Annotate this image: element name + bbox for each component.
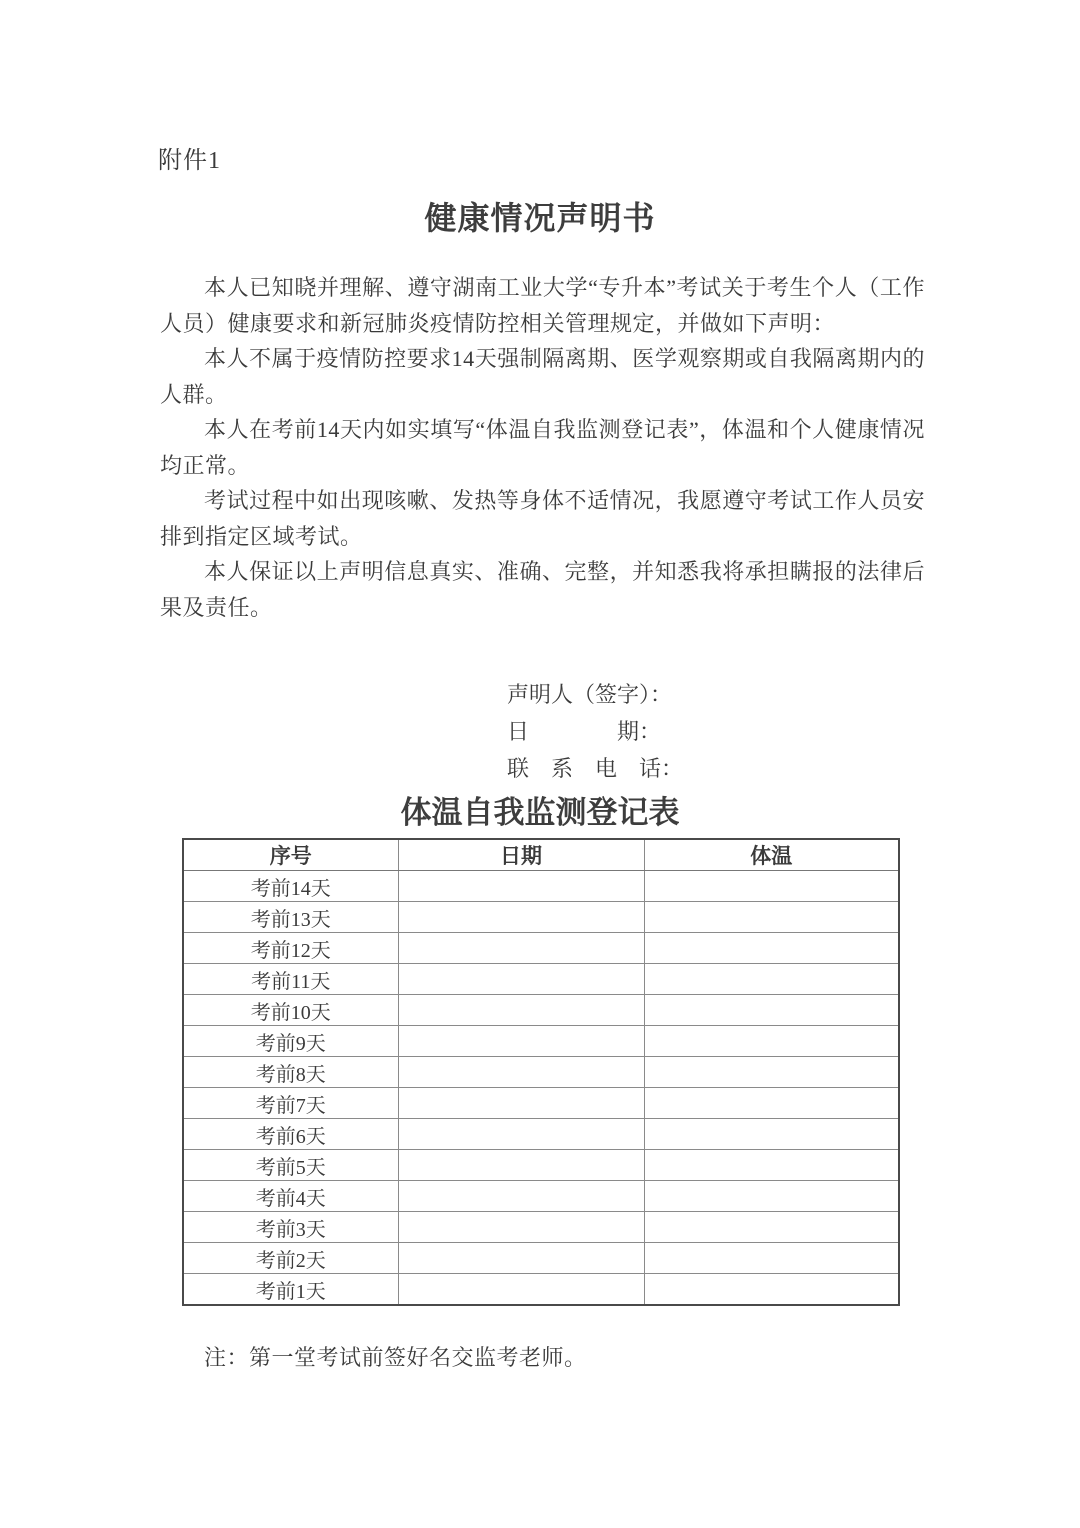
paragraph-temperature-log: 本人在考前14天内如实填写“体温自我监测登记表”，体温和个人健康情况均正常。 [160,417,925,478]
temperature-cell [644,902,899,933]
row-label: 考前1天 [183,1274,398,1306]
date-cell [398,1088,644,1119]
row-label: 考前3天 [183,1212,398,1243]
signature-block [507,676,683,787]
table-row [183,933,899,964]
temperature-cell [644,871,899,902]
row-label: 考前10天 [183,995,398,1026]
temperature-cell [644,1026,899,1057]
table-row [183,1274,899,1306]
table-row [183,964,899,995]
attachment-label: 附件1 [158,148,221,174]
header-temperature: 体温 [644,839,899,871]
temperature-cell [644,995,899,1026]
declaration-body [160,270,925,625]
temperature-cell [644,1181,899,1212]
date-cell [398,964,644,995]
date-cell [398,933,644,964]
temperature-cell [644,1150,899,1181]
row-label: 考前12天 [183,933,398,964]
table-row [183,902,899,933]
monitor-table-body [183,871,899,1306]
temperature-monitor-table [182,838,900,1306]
date-cell [398,995,644,1026]
date-cell [398,1026,644,1057]
date-cell [398,902,644,933]
note-text: 注：第一堂考试前签好名交监考老师。 [204,1345,587,1370]
table-row [183,1181,899,1212]
date-cell [398,1181,644,1212]
row-label: 考前8天 [183,1057,398,1088]
row-label: 考前6天 [183,1119,398,1150]
header-sequence: 序号 [183,839,398,871]
table-row [183,1088,899,1119]
date-cell [398,1057,644,1088]
paragraph-symptoms: 考试过程中如出现咳嗽、发热等身体不适情况，我愿遵守考试工作人员安排到指定区域考试。 [160,488,925,549]
temperature-cell [644,964,899,995]
date-label: 日 期： [507,719,662,744]
paragraph-quarantine: 本人不属于疫情防控要求14天强制隔离期、医学观察期或自我隔离期内的人群。 [160,346,925,407]
temperature-cell [644,1243,899,1274]
signer-label: 声明人（签字）： [507,682,673,707]
table-row [183,1212,899,1243]
temperature-cell [644,1088,899,1119]
temperature-cell [644,1119,899,1150]
temperature-cell [644,1057,899,1088]
row-label: 考前2天 [183,1243,398,1274]
row-label: 考前4天 [183,1181,398,1212]
temperature-cell [644,1274,899,1306]
table-row [183,1119,899,1150]
table-row [183,1243,899,1274]
row-label: 考前14天 [183,871,398,902]
table-header-row [183,839,899,871]
date-cell [398,1274,644,1306]
date-cell [398,871,644,902]
phone-label: 联 系 电 话： [507,756,684,781]
date-cell [398,1119,644,1150]
temperature-cell [644,1212,899,1243]
temperature-cell [644,933,899,964]
paragraph-intro: 本人已知晓并理解、遵守湖南工业大学“专升本”考试关于考生个人（工作人员）健康要求和新冠肺炎疫情防控相关管理规定，并做如下声明： [160,275,925,336]
row-label: 考前5天 [183,1150,398,1181]
header-date: 日期 [398,839,644,871]
row-label: 考前11天 [183,964,398,995]
row-label: 考前13天 [183,902,398,933]
row-label: 考前7天 [183,1088,398,1119]
document-title: 健康情况声明书 [424,200,656,236]
date-cell [398,1212,644,1243]
table-row [183,1026,899,1057]
date-cell [398,1150,644,1181]
table-row [183,1150,899,1181]
row-label: 考前9天 [183,1026,398,1057]
table-header [183,839,899,871]
paragraph-guarantee: 本人保证以上声明信息真实、准确、完整，并知悉我将承担瞒报的法律后果及责任。 [160,559,925,620]
table-row [183,995,899,1026]
table-row [183,1057,899,1088]
table-row [183,871,899,902]
table-title: 体温自我监测登记表 [400,795,680,830]
date-cell [398,1243,644,1274]
